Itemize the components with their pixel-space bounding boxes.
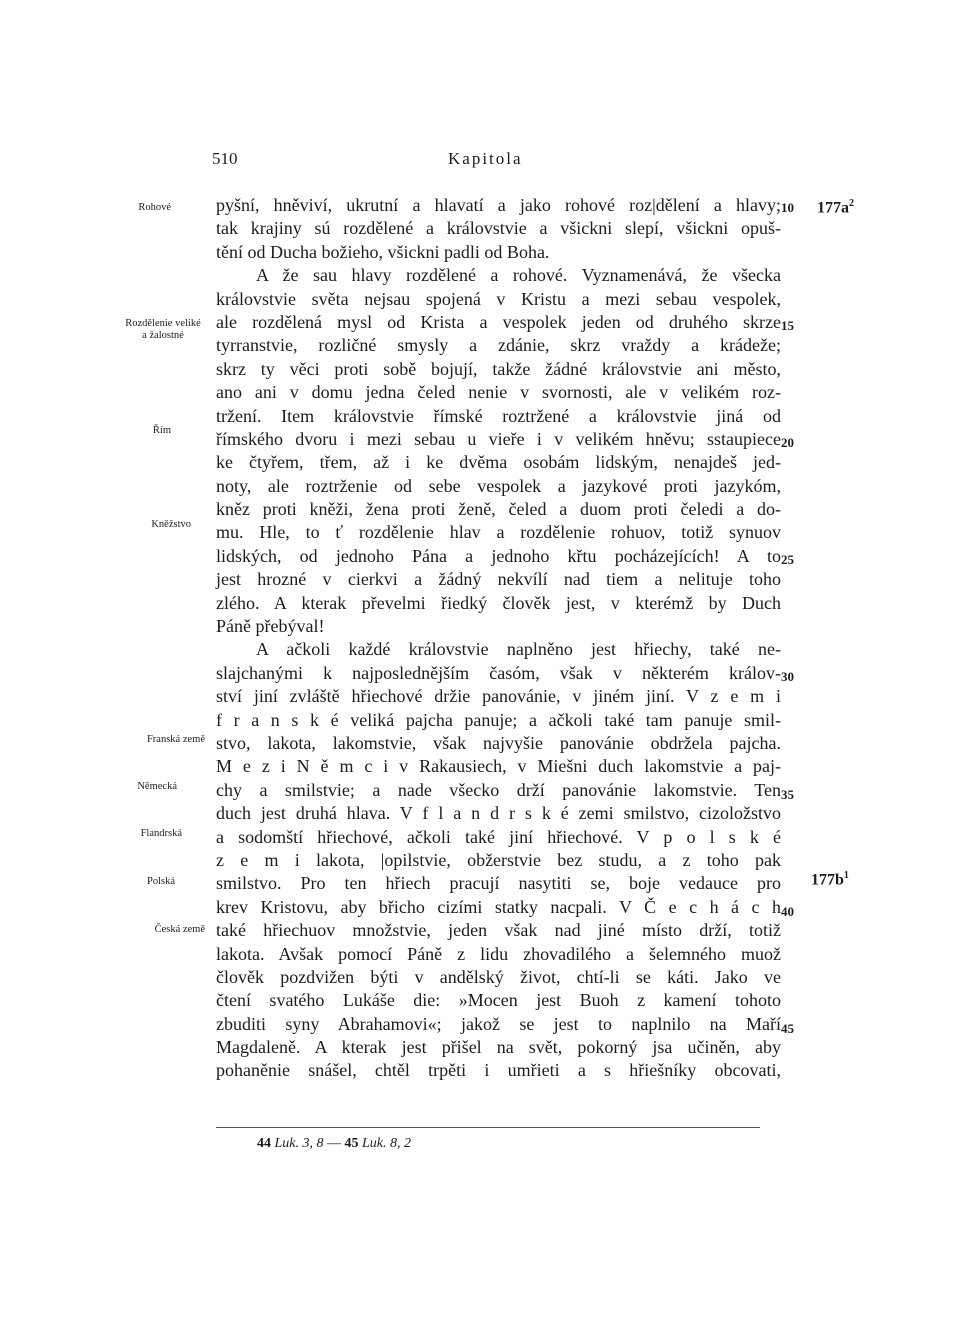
page-number: 510 bbox=[212, 149, 238, 168]
folio-mark bbox=[811, 870, 849, 889]
text-line: pyšní, hněviví, ukrutní a hlavatí a jako rohové roz|dělení a hlavy; bbox=[216, 195, 781, 215]
text-line: Páně přebýval! bbox=[216, 616, 325, 637]
folio-mark-sup: 1 bbox=[843, 870, 849, 881]
footnote-number: 45 bbox=[344, 1136, 359, 1151]
margin-note-flandrska: Flandrská bbox=[140, 828, 182, 839]
margin-note-nemecka: Německá bbox=[137, 781, 177, 792]
line-number: 35 bbox=[781, 787, 794, 802]
text-line: ano ani v domu jedna čeled nenie v svornosti, ale v velikém roz- bbox=[216, 382, 781, 403]
text-line: krev Kristovu, aby břicho cizími statky nacpali. V Č e c h á c h bbox=[216, 896, 781, 917]
folio-mark-base: 177b bbox=[811, 871, 844, 889]
text-line: f r a n s k é veliká pajcha panuje; a ačkoli také tam panuje smil- bbox=[216, 709, 781, 730]
text-line: z e m i lakota, |opilstvie, obžerstvie bez studu, a z toho pak bbox=[216, 849, 781, 870]
text-line: ství jiní zvláště hřiechové držie panovánie, v jiném jiní. V z e m i bbox=[216, 686, 781, 707]
margin-note-rozdeleni bbox=[118, 318, 208, 342]
text-line: A že sau hlavy rozdělené a rohové. Vyznamenává, že všecka bbox=[256, 265, 781, 286]
text-line: slajchanými k najposlednějším časóm, však v některém králov- bbox=[216, 662, 781, 683]
footnote bbox=[257, 1136, 411, 1152]
line-number: 40 bbox=[781, 904, 794, 919]
text-line: kněz proti kněži, žena proti ženě, čeled a duom proti čeledi a do- bbox=[216, 499, 781, 520]
text-line: člověk pozdvižen býti v andělský život, chtí-li se káti. Jako ve bbox=[216, 966, 781, 987]
margin-note-knezstvo: Kněžstvo bbox=[151, 519, 191, 530]
text-line: ale rozdělená mysl od Krista a vespolek jeden od druhého skrze bbox=[216, 311, 781, 332]
text-line: také hřiechuov množstvie, jeden však nad jiné místo drží, totiž bbox=[216, 920, 781, 941]
text-line: duch jest druhá hlava. V f l a n d r s k é zemi smilstvo, cizoložstvo bbox=[216, 803, 781, 824]
folio-mark bbox=[817, 198, 854, 217]
footnote-number: 44 bbox=[257, 1136, 271, 1151]
text-line: a sodomští hřiechové, ačkoli také jiní hřiechové. V p o l s k é bbox=[216, 826, 781, 847]
text-line: lakota. Avšak pomocí Páně z lidu zhovadilého a šelemného muož bbox=[216, 943, 781, 964]
text-line: jest hrozné v cierkvi a žádný nekvílí nad tiem a nelituje toho bbox=[216, 569, 781, 590]
text-line: skrz ty věci proti sobě bojují, takže žádné královstvie ani město, bbox=[216, 358, 781, 379]
line-number: 10 bbox=[781, 200, 794, 215]
text-line: chy a smilstvie; a nade všecko drží panovánie lakomstvie. Ten bbox=[216, 779, 781, 800]
margin-note-rozdeleni-line-1: Rozdělenie veliké bbox=[125, 318, 201, 329]
margin-note-ceska: Česká země bbox=[154, 924, 205, 935]
text-line: ke čtyřem, třem, až i ke dvěma osobám lidským, nenajdeš jed- bbox=[216, 452, 781, 473]
line-number: 15 bbox=[781, 318, 794, 333]
margin-note-rozdeleni-line-2: a žalostné bbox=[142, 330, 184, 341]
folio-mark-sup: 2 bbox=[849, 198, 854, 209]
margin-note-rohove: Rohové bbox=[138, 202, 171, 213]
margin-note-rim: Řím bbox=[152, 425, 171, 436]
text-line: tyrranstvie, rozličné smysly a zdánie, skrz vraždy a krádeže; bbox=[216, 335, 781, 356]
footnote-reference: Luk. 8, 2 bbox=[362, 1136, 411, 1151]
text-line: smilstvo. Pro ten hřiech pracují nasytiti se, boje vedauce pro bbox=[216, 873, 781, 894]
running-head: Kapitola bbox=[448, 149, 523, 168]
footnote-reference: Luk. 3, 8 bbox=[274, 1136, 324, 1151]
text-line: královstvie světa nejsau spojená v Kristu a mezi sebau vespolek, bbox=[216, 288, 781, 309]
text-line: Magdaleně. A kterak jest přišel na svět, pokorný jsa učiněn, aby bbox=[216, 1037, 781, 1058]
text-line: lidských, od jednoho Pána a jednoho křtu pocházejících! A to bbox=[216, 545, 781, 566]
line-number: 25 bbox=[781, 552, 794, 567]
text-line: pohaněnie snášel, chtěl trpěti i umřieti a s hřiešníky obcovati, bbox=[216, 1060, 781, 1081]
line-number: 30 bbox=[781, 669, 794, 684]
margin-note-polska: Polská bbox=[146, 876, 175, 887]
text-line: tržení. Item královstvie římské roztržené a královstvie jiná od bbox=[216, 405, 781, 426]
text-line: římského dvoru i mezi sebau u vieře i v velikém hněvu; sstaupiece bbox=[216, 428, 781, 449]
text-line: zbuditi syny Abrahamovi«; jakož se jest to naplnilo na Maří bbox=[216, 1013, 781, 1034]
text-line: zlého. A kterak převelmi řiedký člověk jest, v kterémž by Duch bbox=[216, 592, 781, 613]
line-number: 45 bbox=[781, 1021, 794, 1036]
text-line: tak krajiny sú rozdělené a královstvie a všickni slepí, všickni opuš- bbox=[216, 218, 781, 239]
margin-note-franska: Franská země bbox=[146, 734, 205, 745]
text-line: stvo, lakota, lakomstvie, však najvyšie panovánie obdržela pajcha. bbox=[216, 732, 781, 753]
text-line: tění od Ducha božieho, všickni padli od Boha. bbox=[216, 241, 550, 262]
footnote-divider bbox=[216, 1127, 760, 1128]
text-line: mu. Hle, to ť rozdělenie hlav a rozdělenie rohuov, totiž synuov bbox=[216, 522, 781, 543]
text-line: A ačkoli každé královstvie naplněno jest hřiechy, také ne- bbox=[256, 639, 781, 660]
text-line: M e z i N ě m c i v Rakausiech, v Miešni duch lakomstvie a paj- bbox=[216, 756, 781, 777]
footnote-separator: — bbox=[323, 1136, 345, 1151]
folio-mark-base: 177a bbox=[817, 199, 849, 217]
body-text bbox=[216, 194, 781, 1083]
line-number: 20 bbox=[781, 435, 794, 450]
text-line: noty, ale roztrženie od sebe vespolek a jazykové proti jazykóm, bbox=[216, 475, 781, 496]
text-line: čtení svatého Lukáše die: »Mocen jest Buoh z kamení tohoto bbox=[216, 990, 781, 1011]
